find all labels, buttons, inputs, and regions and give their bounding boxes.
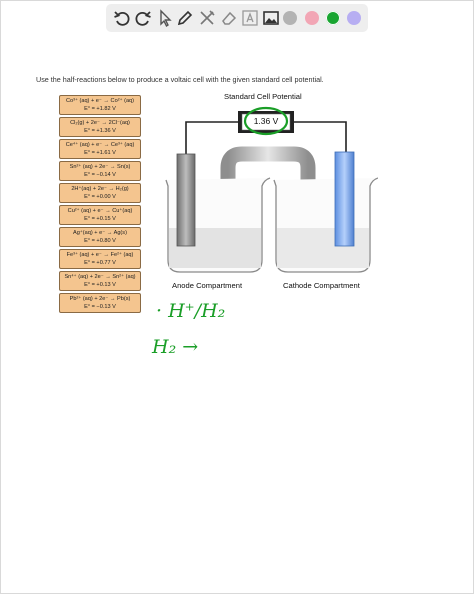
- color-pink-swatch[interactable]: [305, 11, 319, 25]
- reaction-potential: E° = +1.36 V: [84, 128, 116, 134]
- reaction-potential: E° = +1.61 V: [84, 150, 116, 156]
- instruction-text: Use the half-reactions below to produce a voltaic cell with the given standard cell potential.: [36, 75, 324, 84]
- redo-icon[interactable]: [133, 8, 153, 28]
- reaction-equation: Sn²⁺ (aq) + 2e⁻ → Sn(s): [69, 164, 131, 170]
- anode-electrode: [177, 154, 195, 246]
- color-gray-swatch[interactable]: [283, 11, 297, 25]
- tools-icon[interactable]: [197, 8, 217, 28]
- reaction-equation: Cu²⁺ (aq) + e⁻ → Cu⁺(aq): [67, 208, 133, 214]
- reaction-potential: E° = +0.00 V: [84, 194, 116, 200]
- wire-right: [294, 122, 346, 152]
- drawing-toolbar: [106, 4, 368, 32]
- cathode-electrode: [335, 152, 354, 246]
- cathode-compartment-label: Cathode Compartment: [283, 281, 360, 290]
- cathode-solution: [277, 228, 369, 268]
- reaction-equation: Ce⁴⁺ (aq) + e⁻ → Ce³⁺ (aq): [65, 142, 135, 148]
- half-reaction-card[interactable]: [59, 117, 141, 137]
- half-reaction-card[interactable]: [59, 271, 141, 291]
- reaction-potential: E° = +0.13 V: [84, 282, 116, 288]
- voltmeter-reading: 1.36 V: [253, 116, 279, 126]
- color-purple-swatch[interactable]: [347, 11, 361, 25]
- color-green-swatch[interactable]: [326, 11, 340, 25]
- reaction-potential: E° = +0.77 V: [84, 260, 116, 266]
- reaction-equation: Pb²⁺ (aq) + 2e⁻ → Pb(s): [69, 296, 131, 302]
- half-reaction-card[interactable]: [59, 183, 141, 203]
- half-reaction-card[interactable]: [59, 95, 141, 115]
- reaction-equation: 2H⁺(aq) + 2e⁻ → H₂(g): [71, 186, 129, 192]
- half-reaction-card[interactable]: [59, 227, 141, 247]
- handwritten-note-line1: · H⁺/H₂: [156, 300, 226, 322]
- select-icon[interactable]: [155, 8, 175, 28]
- half-reaction-card[interactable]: [59, 205, 141, 225]
- handwritten-note-line2: H₂ →: [152, 336, 199, 358]
- text-icon[interactable]: [240, 8, 260, 28]
- cell-potential-title: Standard Cell Potential: [224, 92, 302, 101]
- half-reaction-card[interactable]: [59, 293, 141, 313]
- reaction-potential: E° = +0.15 V: [84, 216, 116, 222]
- half-reaction-card[interactable]: [59, 161, 141, 181]
- image-icon[interactable]: [261, 8, 281, 28]
- reaction-equation: Co³⁺ (aq) + e⁻ → Co²⁺ (aq): [65, 98, 135, 104]
- pen-icon[interactable]: [175, 8, 195, 28]
- undo-icon[interactable]: [112, 8, 132, 28]
- reaction-potential: E° = +0.80 V: [84, 238, 116, 244]
- reaction-equation: Fe³⁺ (aq) + e⁻ → Fe²⁺ (aq): [66, 252, 134, 258]
- reaction-equation: Sn⁴⁺ (aq) + 2e⁻ → Sn²⁺ (aq): [64, 274, 136, 280]
- eraser-icon[interactable]: [219, 8, 239, 28]
- half-reaction-card[interactable]: [59, 139, 141, 159]
- voltaic-cell-diagram: [158, 88, 378, 298]
- anode-compartment-label: Anode Compartment: [172, 281, 243, 290]
- half-reaction-card[interactable]: [59, 249, 141, 269]
- reaction-equation: Ag⁺(aq) + e⁻ → Ag(s): [73, 230, 127, 236]
- reaction-potential: E° = +1.82 V: [84, 106, 116, 112]
- reaction-potential: E° = −0.13 V: [84, 304, 116, 310]
- reaction-potential: E° = −0.14 V: [84, 172, 116, 178]
- reaction-equation: Cl₂(g) + 2e⁻ → 2Cl⁻(aq): [70, 120, 130, 126]
